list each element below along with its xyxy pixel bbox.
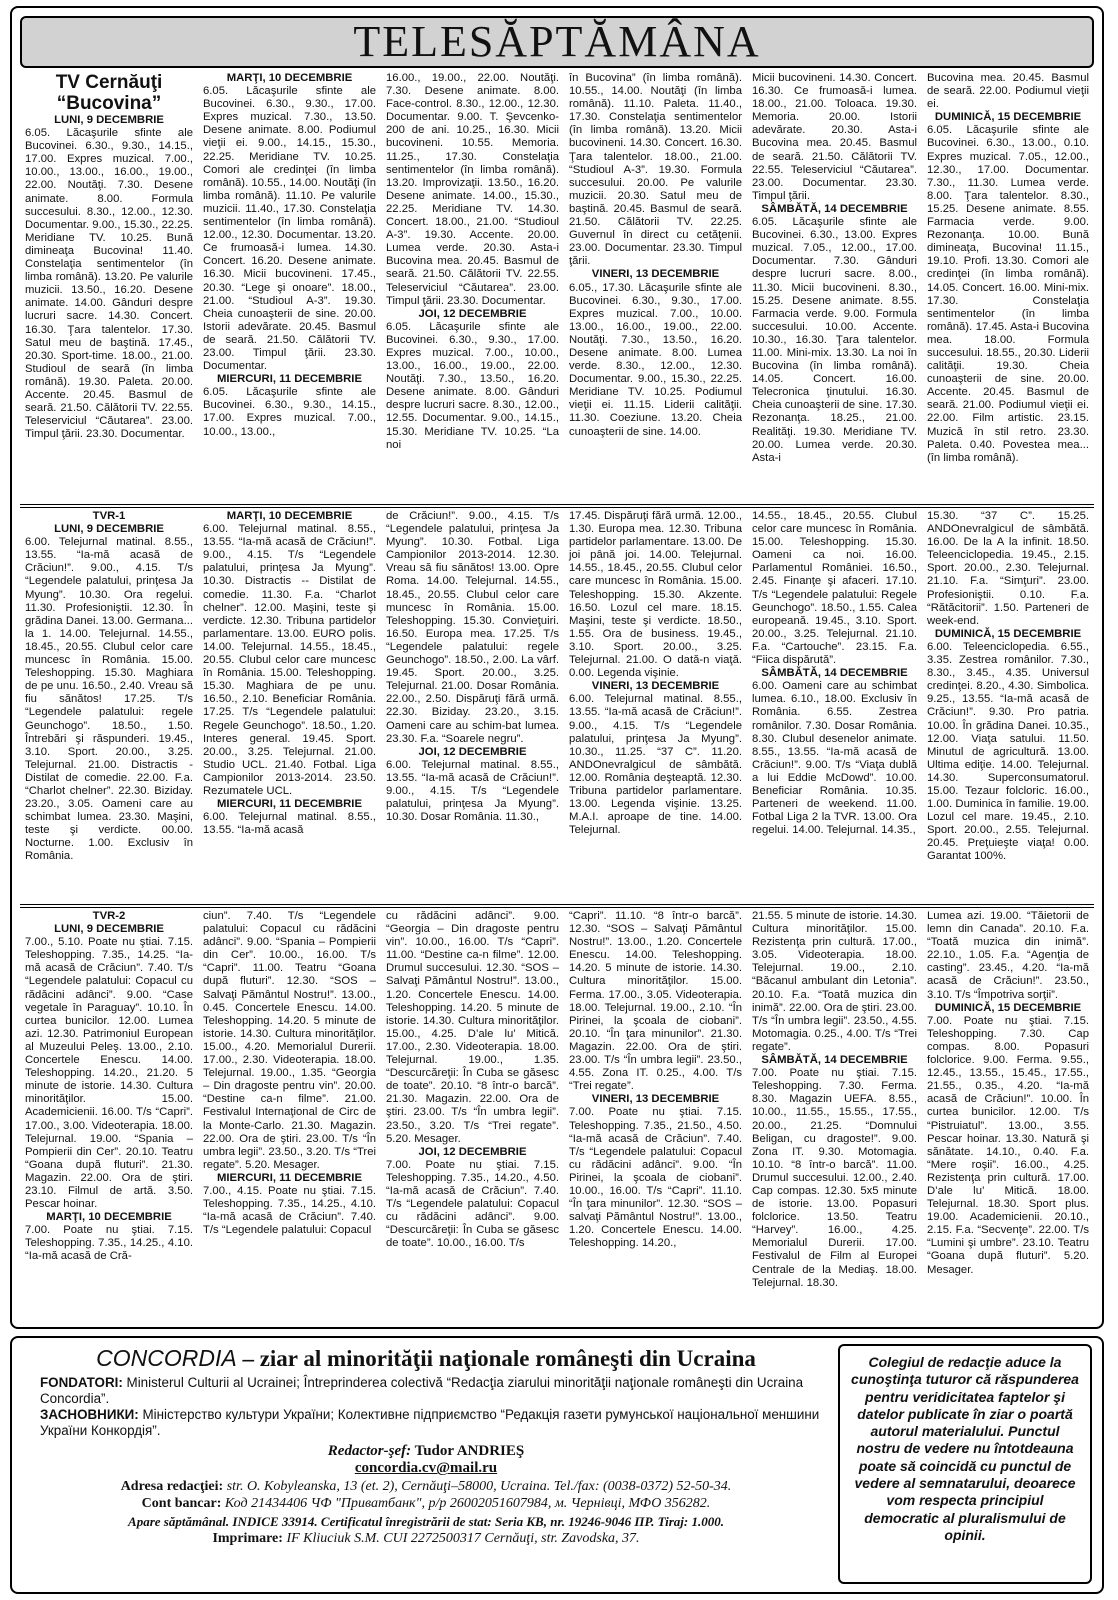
editor-label: Redactor-şef: [327,1443,412,1459]
day-heading: JOI, 12 DECEMBRIE [418,307,527,320]
program-text: 6.05. Lăcaşurile sfinte ale Bucovinei. 6.30., 9.30., 14.15., 17.00. Expres muzical. 7.00., 10.00., 13.00., [203,386,376,438]
tv-cernauti-column [564,72,747,502]
section-divider [20,904,1094,908]
program-text: 7.00. Poate nu ştiai. 7.15. Teleshopping. 7.30. Ferma. 8.30. Magazin UEFA. 8.55., 10.00., 11.55., 15.55., 17.55., 20.00., 21.25. “Domnului Beligan, cu dragoste!”. 9.00. Zona IT. 9.30. Motomagia. 10.10. “8 într-o barcă”. 11.00. Drumul succesului. 12.00., 2.40. Cap compas. 12.30. 5x5 minute de istorie. 13.00. Popasuri folclorice. 13.50. Teatru “Harvey”. 16.00., 4.25. Memorialul Durerii. 17.00. Festivalul de Film al Europei Centrale de la Mediaş. 18.00. Telejurnal. 18.30. [752,1067,917,1289]
program-text: 6.00. Teleenciclopedia. 6.55., 3.35. Zestrea românilor. 7.30., 8.30., 3.45., 4.35. Universul credinţei. 8.20., 4.30. Simbolica. 9.25., 13.55. “Ia-mă acasă de Crăciun!”. 9.30. Pro patria. 10.00. În grădina Danei. 10.35., 12.00. Viaţa satului. 11.50. Minutul de agricultură. 13.00. Ultima ediţie. 14.00. Telejurnal. 14.30. Superconsumatorul. 15.00. Tezaur folcloric. 16.00., 1.00. Duminica în familie. 19.00. Lozul cel mare. 19.45., 2.10. Sport. 20.00., 2.55. Telejurnal. 20.45. Preţuieşte viaţa! 0.00. Garantat 100%. [927,640,1089,863]
day-heading: SÂMBĂTĂ, 14 DECEMBRIE [761,1054,908,1067]
bank-label: Cont bancar: [141,1496,222,1512]
program-text: 6.00. Telejurnal matinal. 8.55., 13.55. “Ia-mă acasă [203,811,376,837]
tvr2-column [20,910,198,1322]
tvr1-column [381,510,564,902]
tvr1-column [564,510,747,902]
tv-cernauti-column [747,72,922,502]
tvr2-column [198,910,381,1322]
print-label: Imprimare: [212,1531,283,1547]
program-text: de Crăciun!”. 9.00., 4.15. T/s “Legendele palatului, prinţesa Ja Myung”. 10.30. Fotbal. Liga Campionilor 2013-2014. 12.30. Vreau să fiu sănătos! 13.00. Opre Roma. 14.00. Telejurnal. 14.55., 18.45., 20.55. Clubul celor care muncesc în România. 15.00. Teleshopping. 15.30. Convieţuiri. 16.50. Europa mea. 17.25. T/s “Legendele palatului: regele Geunchogo”. 18.50., 2.00. La vârf. 19.45. Sport. 20.00., 3.25. Telejurnal. 21.00. Dosar România. 22.00., 2.50. Dispăruţi fără urmă. 22.30. Biziday. 23.20., 3.15. Oameni care au schim-bat lumea. 23.30. F.a. “Soarele negru”. [386,510,559,745]
day-heading: MARŢI, 10 DECEMBRIE [226,72,353,84]
program-text: 16.00., 19.00., 22.00. Noutăţi. 7.30. Desene animate. 8.00. Face-control. 8.30., 12.00., 12.30. Documentar. 9.00. T. Şevcenko-200 de ani. 10.25., 16.30. Micii bucovineni. 10.55. Memoria. 11.25., 17.30. Constelaţia sentimentelor (în limba română). 13.20. Improvizaţii. 13.50., 16.20. Desene animate. 14.00., 15.30., 22.25. Meridiane TV. 14.30. Concert. 18.00., 21.00. “Studioul A-3”. 19.30. Accente. 20.00. Lumea verde. 20.30. Asta-i Bucovina mea. 20.45. Basmul de seară. 21.50. Călătorii TV. 22.55. Teleserviciul “Căutarea”. 23.00. Timpul ţării. 23.30. Documentar. [386,72,559,307]
founders-line [22,1375,830,1407]
program-text: Lumea azi. 19.00. “Tăietorii de lemn din Canada”. 20.10. F.a. “Toată muzica din inimă”. 22.10., 1.05. F.a. “Agenţia de casting”. 23.45., 4.20. “Ia-mă acasă de Crăciun!”. 23.50., 3.10. T/s “Împotriva sorţii”. [927,910,1089,1001]
tv-cernauti-section [20,72,1094,502]
program-text: 14.55., 18.45., 20.55. Clubul celor care muncesc în România. 15.00. Teleshopping. 15.30. Oameni ca noi. 16.00. Parlamentul României. 16.50., 2.45. Finanţe şi afaceri. 17.10. T/s “Legendele palatului: Regele Geunchogo”. 18.50., 1.55. Calea europeană. 19.45., 3.10. Sport. 20.00., 3.25. Telejurnal. 21.10. F.a. “Cartouche”. 23.15. F.a. “Fiica dispărută”. [752,510,917,667]
program-text: ciun”. 7.40. T/s “Legendele palatului: Copacul cu rădăcini adânci”. 9.00. “Spania – Pompierii din Cer”. 10.00., 16.00. T/s “Capri”. 11.00. Teatru “Goana după fluturi”. 12.30. “SOS – Salvaţi Pământul Nostru!”. 13.00., 0.45. Concertele Enescu. 14.00. Teleshopping. 14.20. 5 minute de istorie. 14.30. Cultura minorităţilor. 15.00., 4.20. Memorialul Durerii. 17.00., 2.30. Videoterapia. 18.00. Telejurnal. 19.00., 1.35. “Georgia – Din dragoste pentru vin”. 20.00. “Destine ca-n filme”. 21.00. Festivalul Internaţional de Circ de la Monte-Carlo. 21.30. Magazin. 22.00. Ora de ştiri. 23.00. T/s “În umbra legii”. 23.50., 3.20. T/s “Trei regate”. 5.20. Mesager. [203,910,376,1171]
program-text: 7.00. Poate nu ştiai. 7.15. Teleshopping. 7.30. Cap compas. 8.00. Popasuri folclorice. 9.00. Ferma. 9.55., 12.45., 13.55., 15.45., 17.55., 21.55., 0.35., 4.20. “Ia-mă acasă de Crăciun!”. 10.00. În curtea bunicilor. 12.00. T/s “Pistruiatul”. 13.00., 3.55. Pescar hoinar. 13.30. Natură şi sănătate. 14.10., 0.40. F.a. “Mere roşii”. 16.00., 4.25. Rezistenţa prin cultură. 17.00. D’ale lu’ Mitică. 18.00. Telejurnal. 18.30. Sport plus. 19.00. Academicienii. 20.10., 2.15. F.a. “Secvenţe”. 22.00. T/s “Lumini şi umbre”. 23.10. Teatru “Goana după fluturi”. 5.20. Mesager. [927,1014,1089,1276]
day-heading: MIERCURI, 11 DECEMBRIE [216,1171,362,1184]
day-heading: DUMINICĂ, 15 DECEMBRIE [934,627,1082,640]
founders-uk-label: ЗАСНОВНИКИ: [40,1407,139,1422]
day-heading: LUNI, 9 DECEMBRIE [54,114,164,126]
program-text: în Bucovina” (în limba română). 10.55., 14.00. Noutăţi (în limba română). 11.10. Paleta. 11.40., 17.30. Constelaţia sentimentelor (în limba română). 13.20. Micii bucovineni. 14.30. Concert. 16.30. Ţara talentelor. 18.00., 21.00. “Studioul A-3”. 19.30. Formula succesului. 20.00. Pe valurile muzicii. 20.30. Satul meu de baştină. 20.45. Basmul de seară. 21.50. Călătorii TV. 22.25. Guvernul în direct cu cetăţenii. 23.00. Documentar. 23.30. Timpul ţării. [569,72,742,268]
program-text: Bucovina mea. 20.45. Basmul de seară. 22.00. Podiumul vieţii ei. [927,72,1089,111]
tvr1-section [20,510,1094,902]
program-text: 6.05. Lăcaşurile sfinte ale Bucovinei. 6.30., 9.30., 17.00. Expres muzical. 7.30., 13.50. Desene animate. 8.00. Podiumul vieţii ei. 9.00., 14.15., 15.30., 22.25. Meridiane TV. 10.25. Comori ale credinţei (în limba română). 10.55., 14.00. Noutăţi (în limba română). 11.10. Pe valurile muzicii. 11.40., 17.30. Constelaţia sentimentelor (în limba română). 12.00., 12.30. Documentar. 13.20. Ce frumoasă-i lumea. 14.30. Concert. 16.20. Desene animate. 16.30. Micii bucovineni. 17.45., 20.30. “Lege şi onoare”. 18.00., 21.00. “Studioul A-3”. 19.30. Cheia cunoaşterii de sine. 20.00. Istorii adevărate. 20.45. Basmul de seară. 21.50. Călătorii TV. 23.00. Timpul ţării. 23.30. Documentar. [203,85,376,373]
program-text: 6.05. Lăcaşurile sfinte ale Bucovinei. 6.30., 9.30., 17.00. Expres muzical. 7.00., 10.00., 13.00., 16.00., 19.00., 22.00. Noutăţi. 7.30., 13.50., 16.20. Desene animate. 8.00. Gânduri despre lucruri sacre. 8.30., 12.00., 12.55. Documentar. 9.00., 14.15., 15.30. Meridiane TV. 10.25. “La noi [386,320,559,451]
imprint-box [10,1336,1104,1594]
day-heading: SÂMBĂTĂ, 14 DECEMBRIE [761,667,908,680]
day-heading: VINERI, 13 DECEMBRIE [591,680,720,693]
tvr2-section [20,910,1094,1322]
day-heading: MIERCURI, 11 DECEMBRIE [216,798,362,811]
tvr2-column [381,910,564,1322]
program-text: 17.45. Dispăruţi fără urmă. 12.00., 1.30. Europa mea. 12.30. Tribuna partidelor parlamentare. 13.00. De joi până joi. 14.00. Telejurnal. 14.55., 18.45., 20.55. Clubul celor care muncesc în România. 15.00. Teleshopping. 15.30. Akzente. 16.50. Lozul cel mare. 18.15. Maşini, teste şi verdicte. 18.50., 1.55. Ora de business. 19.45., 3.10. Sport. 20.00., 3.25. Telejurnal. 21.00. O dată-n viaţă. 0.00. Legenda vişinie. [569,510,742,680]
program-text: cu rădăcini adânci”. 9.00. “Georgia – Din dragoste pentru vin”. 10.00., 16.00. T/s “Capri”. 11.00. “Destine ca-n filme”. 12.00. Drumul succesului. 12.30. “SOS – Salvaţi Pământul Nostru!”. 13.00., 1.20. Concertele Enescu. 14.00. Teleshopping. 14.20. 5 minute de istorie. 14.30. Cultura minorităţilor. 15.00., 4.25. D’ale lu’ Mitică. 17.00., 2.30. Videoterapia. 18.00. Telejurnal. 19.00., 1.35. “Descurcăreţii: În Cuba se găsesc de toate”. 20.10. “8 într-o barcă”. 21.30. Magazin. 22.00. Ora de ştiri. 23.00. T/s “În umbra legii”. 23.50., 3.20. T/s “Trei regate”. 5.20. Mesager. [386,910,559,1145]
program-text: 7.00. Poate nu ştiai. 7.15. Teleshopping. 7.35., 14.25., 4.10. “Ia-mă acasă de Cră- [25,1224,193,1263]
email-link[interactable]: concordia.cv@mail.ru [354,1460,498,1477]
day-heading: MARŢI, 10 DECEMBRIE [226,510,353,522]
title-bar [20,16,1094,68]
day-heading: SÂMBĂTĂ, 14 DECEMBRIE [761,202,908,215]
program-text: 7.00., 4.15. Poate nu ştiai. 7.15. Teleshopping. 7.35., 14.25., 4.10. “Ia-mă acasă de Crăciun”. 7.40. T/s “Legendele palatului: Copacul [203,1184,376,1237]
bank-line [22,1495,830,1512]
section-divider [20,504,1094,508]
program-text: 6.00. Telejurnal matinal. 8.55., 13.55. “Ia-mă acasă de Crăciun!”. 9.00., 4.15. T/s “Legendele palatului, prinţesa Ja Myung”. 10.30. Ora regelui. 11.30. Profesioniştii. 12.30. În grădina Danei. 13.00. Germana... la 1. 14.00. Telejurnal. 14.55., 18.45., 20.55. Clubul celor care muncesc în România. 15.00. Teleshopping. 15.30. Maghiara de pe unu. 16.50., 2.40. Vreau să fiu sănătos! 17.25. T/s “Legendele palatului: regele Geunchogo”. 18.50., 1.50. Întrebări şi răspunderi. 19.45., 3.10. Sport. 20.00., 3.25. Telejurnal. 21.00. Distractis - Distilat de comedie. 22.00. F.a. “Charlot chelner”. 22.30. Biziday. 23.20., 3.05. Oameni care au schimbat lumea. 23.30. Maşini, teste şi verdicte. 00.00. Nocturne. 1.00. Exclusiv în România. [25,536,193,863]
program-text: 15.30. “37 C”. 15.25. ANDOnevralgicul de sâmbătă. 16.00. De la A la infinit. 18.50. Teleenciclopedia. 19.45., 2.15. Sport. 20.00., 2.30. Telejurnal. 21.10. F.a. “Simţuri”. 23.00. Profesioniştii. 0.10. F.a. “Rătăcitorii”. 1.50. Parteneri de week-end. [927,510,1089,627]
address-text: str. O. Kobyleanska, 13 (et. 2), Cernăuţi–58000, Ucraina. Tel./fax: (0038-0372) 52-50-34. [223,1478,732,1494]
program-text: 6.00. Oameni care au schimbat lumea. 6.10., 18.00. Exclusiv în România. 6.55. Zestrea românilor. 7.30. Dosar România. 8.30. Clubul desenelor animate. 8.55., 13.55. “Ia-mă acasă de Crăciun!”. 9.00. T/s “Viaţa dublă a lui Eddie McDowd”. 10.00. Beneficiar România. 10.35. Parteneri de weekend. 11.00. Fotbal Liga 2 la TVR. 13.00. Ora regelui. 14.00. Telejurnal. 14.35., [752,680,917,837]
paper-name: CONCORDIA [96,1345,237,1371]
founders-text: Ministerul Culturii al Ucrainei; Întreprinderea colectivă “Redacţia ziarului minorităţii naţionale româneşti din Ucraina Concordia”. [40,1375,804,1406]
address-line [22,1478,830,1495]
program-text: 6.05. Lăcaşurile sfinte ale Bucovinei. 6.30., 9.30., 14.15., 17.00. Expres muzical. 7.00., 10.00., 13.00., 16.00., 19.00., 22.00. Noutăţi. 7.30. Desene animate. 8.00. Formula succesului. 8.30., 12.00., 12.30. Documentar. 9.00., 15.30., 22.25. Meridiane TV. 10.25. Bună dimineaţa Bucovina! 11.40. Constelaţia sentimentelor (în limba română). 13.20. Pe valurile muzicii. 13.50., 16.20. Desene animate. 14.00. Gânduri despre lucruri sacre. 14.30. Concert. 16.30. Ţara talentelor. 17.30. Satul meu de baştină. 17.45., 20.30. Sport-time. 18.00., 21.00. Studioul de seară (în limba română). 19.30. Paleta. 20.00. Accente. 20.45. Basmul de seară. 21.50. Călătorii TV. 22.55. Teleserviciul “Căutarea”. 23.00. Timpul ţării. 23.30. Documentar. [25,127,193,441]
editor-line [22,1443,830,1460]
founders-uk-text: Міністерство культури України; Колективне підприємство “Редакція газети румунської національної меншини України Конкордія”. [40,1407,820,1438]
program-text: 6.05. Lăcaşurile sfinte ale Bucovinei. 6.30., 13.00. Expres muzical. 7.05., 12.00., 17.00. Documentar. 7.30. Gânduri despre lucruri sacre. 8.00., 11.30. Micii bucovineni. 8.30., 15.25. Desene animate. 8.55. Farmacia verde. 9.00. Formula succesului. 10.00. Accente. 10.30., 16.30. Ţara talentelor. 11.00. Mini-mix. 13.30. La noi în Bucovina (în limba română). 14.05. Concert. 16.00. Telecronica ţinutului. 16.30. Cheia cunoaşterii de sine. 17.30. Rezonanţa. 18.25., 21.00. Realităţi. 19.30. Meridiane TV. 20.00. Lumea verde. 20.30. Asta-i [752,216,917,464]
channel-name: TVR-2 [92,910,126,922]
tvr2-column [564,910,747,1322]
tvr1-column [20,510,198,902]
program-text: 6.05. Lăcaşurile sfinte ale Bucovinei. 6.30., 13.00., 0.10. Expres muzical. 7.05., 12.00., 12.30., 17.00. Documentar. 7.30., 11.30. Lumea verde. 8.00. Ţara talentelor. 8.30., 15.25. Desene animate. 8.55. Farmacia verde. 9.00. Rezonanţa. 10.00. Bună dimineaţa, Bucovina! 11.15., 19.10. Profi. 13.30. Comori ale credinţei (în limba română). 14.05. Concert. 16.00. Mini-mix. 17.30. Constelaţia sentimentelor (în limba română). 17.45. Asta-i Bucovina mea. 18.00. Formula succesului. 18.55., 20.30. Liderii calităţii. 19.30. Cheia cunoaşterii de sine. 20.00. Accente. 20.45. Basmul de seară. 21.00. Podiumul vieţii ei. 22.00. Film artistic. 23.15. Muzică în stil retro. 23.30. Paleta. 0.40. Povestea mea... (în limba română). [927,124,1089,464]
email-line [22,1460,830,1477]
program-text: 7.00., 5.10. Poate nu ştiai. 7.15. Teleshopping. 7.35., 14.25. “Ia-mă acasă de Crăciun”. 7.40. T/s “Legendele palatului: Copacul cu rădăcini adânci”. 9.00. “Case vegetale în Paraguay”. 10.10. În curtea bunicilor. 12.00. Lumea azi. 12.30. Patrimoniul European al Muzeului Peleş. 13.00., 2.10. Concertele Enescu. 14.00. Teleshopping. 14.20., 21.20. 5 minute de istorie. 14.30. Cultura minorităţilor. 15.00. Academicienii. 16.00. T/s “Capri”. 17.00., 3.00. Videoterapia. 18.00. Telejurnal. 19.00. “Spania – Pompierii din Cer”. 20.10. Teatru “Goana după fluturi”. 21.30. Magazin. 22.00. Ora de ştiri. 23.10. Filmul de artă. 3.50. Pescar hoinar. [25,936,193,1211]
tv-cernauti-column [20,72,198,502]
program-text: 6.00. Telejurnal matinal. 8.55., 13.55. “Ia-mă acasă de Crăciun!”. 9.00., 4.15. T/s “Legendele palatului, prinţesa Ja Myung”. 10.30. Dosar România. 11.30., [386,758,559,824]
station-name: TV Cernăuţi “Bucovina” [55,72,163,114]
day-heading: LUNI, 9 DECEMBRIE [54,523,164,536]
weekly-line [22,1513,830,1530]
program-text: “Capri”. 11.10. “8 într-o barcă”. 12.30. “SOS – Salvaţi Pământul Nostru!”. 13.00., 1.20. Concertele Enescu. 14.00. Teleshopping. 14.20. 5 minute de istorie. 14.30. Cultura minorităţilor. 15.00. Ferma. 17.00., 3.05. Videoterapia. 18.00. Telejurnal. 19.00., 2.10. “În Pirinei, la şcoala de ciobani”. 20.10. “În ţara minunilor”. 21.30. Magazin. 22.00. Ora de ştiri. 23.00. T/s “În umbra legii”. 23.50., 4.55. Zona IT. 0.25., 4.00. T/s “Trei regate”. [569,910,742,1093]
day-heading: LUNI, 9 DECEMBRIE [54,923,164,936]
day-heading: VINERI, 13 DECEMBRIE [591,268,720,281]
tvr1-column [198,510,381,902]
program-text: 6.05., 17.30. Lăcaşurile sfinte ale Bucovinei. 6.30., 9.30., 17.00. Expres muzical. 7.00., 10.00. 13.00., 16.00., 19.00., 22.00. Noutăţi. 7.30., 13.50., 16.20. Desene animate. 8.00. Lumea verde. 8.30., 12.00., 12.30. Documentar. 9.00., 15.30., 22.25. Meridiane TV. 10.25. Podiumul vieţii ei. 11.15. Liderii calităţii. 11.30. Coeziune. 13.20. Cheia cunoaşterii de sine. 14.00. [569,281,742,438]
program-text: 7.00. Poate nu ştiai. 7.15. Teleshopping. 7.35., 21.50., 4.50. “Ia-mă acasă de Crăciun”. 7.40. T/s “Legendele palatului: Copacul cu rădăcini adânci”. 9.00. “În Pirinei, la şcoala de ciobani”. 10.00., 16.00. T/s “Capri”. 11.10. “În ţara minunilor”. 12.30. “SOS – salvaţi Pământul Nostru!”. 13.00., 1.20. Concertele Enescu. 14.00. Teleshopping. 14.20., [569,1106,742,1250]
founders-label: FONDATORI: [40,1375,123,1390]
disclaimer-text: Colegiul de redacţie aduce la cunoştinţa tuturor că răspunderea pentru veridicitatea faptelor şi datelor publicate în ziar o poartă autorul materialului. Punctul nostru de vedere nu întotdeauna poate să coincidă cu punctul de vedere al semnatarului, deoarece vom respecta principiul democratic al pluralismului de opinii. [851,1354,1079,1543]
tv-cernauti-column [381,72,564,502]
day-heading: DUMINICĂ, 15 DECEMBRIE [934,111,1082,124]
paper-description: – ziar al minorităţii naţionale româneşti din Ucraina [236,1346,756,1371]
imprint-info [22,1344,830,1584]
tvr2-column [747,910,922,1322]
program-text: Micii bucovineni. 14.30. Concert. 16.30. Ce frumoasă-i lumea. 18.00., 21.00. Toloaca. 19.30. Memoria. 20.00. Istorii adevărate. 20.30. Asta-i Bucovina mea. 20.45. Basmul de seară. 21.50. Călătorii TV. 22.55. Teleserviciul “Căutarea”. 23.00. Documentar. 23.30. Timpul ţării. [752,72,917,202]
program-text: 7.00. Poate nu ştiai. 7.15. Teleshopping. 7.35., 14.20., 4.50. “Ia-mă acasă de Crăciun”. 7.40. T/s “Legendele palatului: Copacul cu rădăcini adânci”. 9.00. “Descurcăreţii: În Cuba se găsesc de toate”. 10.00., 16.00. T/s [386,1158,559,1250]
founders-uk-line [22,1407,830,1439]
day-heading: VINERI, 13 DECEMBRIE [591,1093,720,1106]
tvr2-column [922,910,1094,1322]
disclaimer-box [838,1344,1092,1584]
address-label: Adresa redacţiei: [120,1478,224,1494]
channel-name: TVR-1 [92,510,126,522]
tvr1-column [747,510,922,902]
program-text: 21.55. 5 minute de istorie. 14.30. Cultura minorităţilor. 15.00. Rezistenţa prin cultură. 17.00., 3.05. Videoterapia. 18.00. Telejurnal. 19.00., 2.10. “Băcanul ambulant din Letonia”. 20.10. F.a. “Toată muzica din inimă”. 22.00. Ora de ştiri. 23.00. T/s “În umbra legii”. 23.50., 4.55. Motomagia. 0.25., 4.00. T/s “Trei regate”. [752,910,917,1053]
day-heading: MARŢI, 10 DECEMBRIE [46,1211,172,1224]
tvr1-column [922,510,1094,902]
listings-frame [10,6,1104,1329]
day-heading: JOI, 12 DECEMBRIE [418,745,527,758]
tv-cernauti-column [198,72,381,502]
editor-name: Tudor ANDRIEŞ [411,1443,525,1459]
print-text: IF Kliuciuk S.M. CUI 2272500317 Cernăuţi, str. Zavodska, 37. [282,1531,640,1547]
weekly-text: Apare săptămânal. INDICE 33914. Certificatul înregistrării de stat: Seria KB, nr. 19246-9046 ПР. Tiraj: 1.000. [128,1513,724,1529]
program-text: 6.00. Telejurnal matinal. 8.55., 13.55. “Ia-mă acasă de Crăciun!”. 9.00., 4.15. T/s “Legendele palatului, prinţesa Ja Myung”. 10.30., 11.25. “37 C”. 11.20. ANDOnevralgicul de sâmbătă. 12.00. România deşteaptă. 12.30. Tribuna partidelor parlamentare. 13.00. Legenda vişinie. 13.25. M.A.I. aproape de tine. 14.00. Telejurnal. [569,693,742,837]
tv-cernauti-column [922,72,1094,502]
day-heading: DUMINICĂ, 15 DECEMBRIE [934,1001,1082,1014]
paper-header [22,1344,830,1373]
page-title: TELESĂPTĂMÂNA [353,17,761,66]
program-text: 6.00. Telejurnal matinal. 8.55., 13.55. “Ia-mă acasă de Crăciun!”. 9.00., 4.15. T/s “Legendele palatului, prinţesa Ja Myung”. 10.30. Distractis -- Distilat de comedie. 11.30. F.a. “Charlot chelner”. 12.00. Maşini, teste şi verdicte. 12.30. Tribuna partidelor parlamentare. 13.00. EURO polis. 14.00. Telejurnal. 14.55., 18.45., 20.55. Clubul celor care muncesc în România. 15.00. Teleshopping. 15.30. Maghiara de pe unu. 16.50., 2.10. Beneficiar România. 17.25. T/s “Legendele palatului: Regele Geunchogo”. 18.50., 1.20. Interes general. 19.45. Sport. 20.00., 3.25. Telejurnal. 21.00. Studio UCL. 21.40. Fotbal. Liga Campionilor 2013-2014. 23.50. Rezumatele UCL. [203,523,376,797]
day-heading: MIERCURI, 11 DECEMBRIE [216,373,362,386]
print-line [22,1530,830,1547]
day-heading: JOI, 12 DECEMBRIE [418,1145,527,1158]
bank-text: Код 21434406 ЧФ "Приватбанк", р/р 26002051607984, м. Чернівці, МФО 356282. [221,1496,711,1512]
